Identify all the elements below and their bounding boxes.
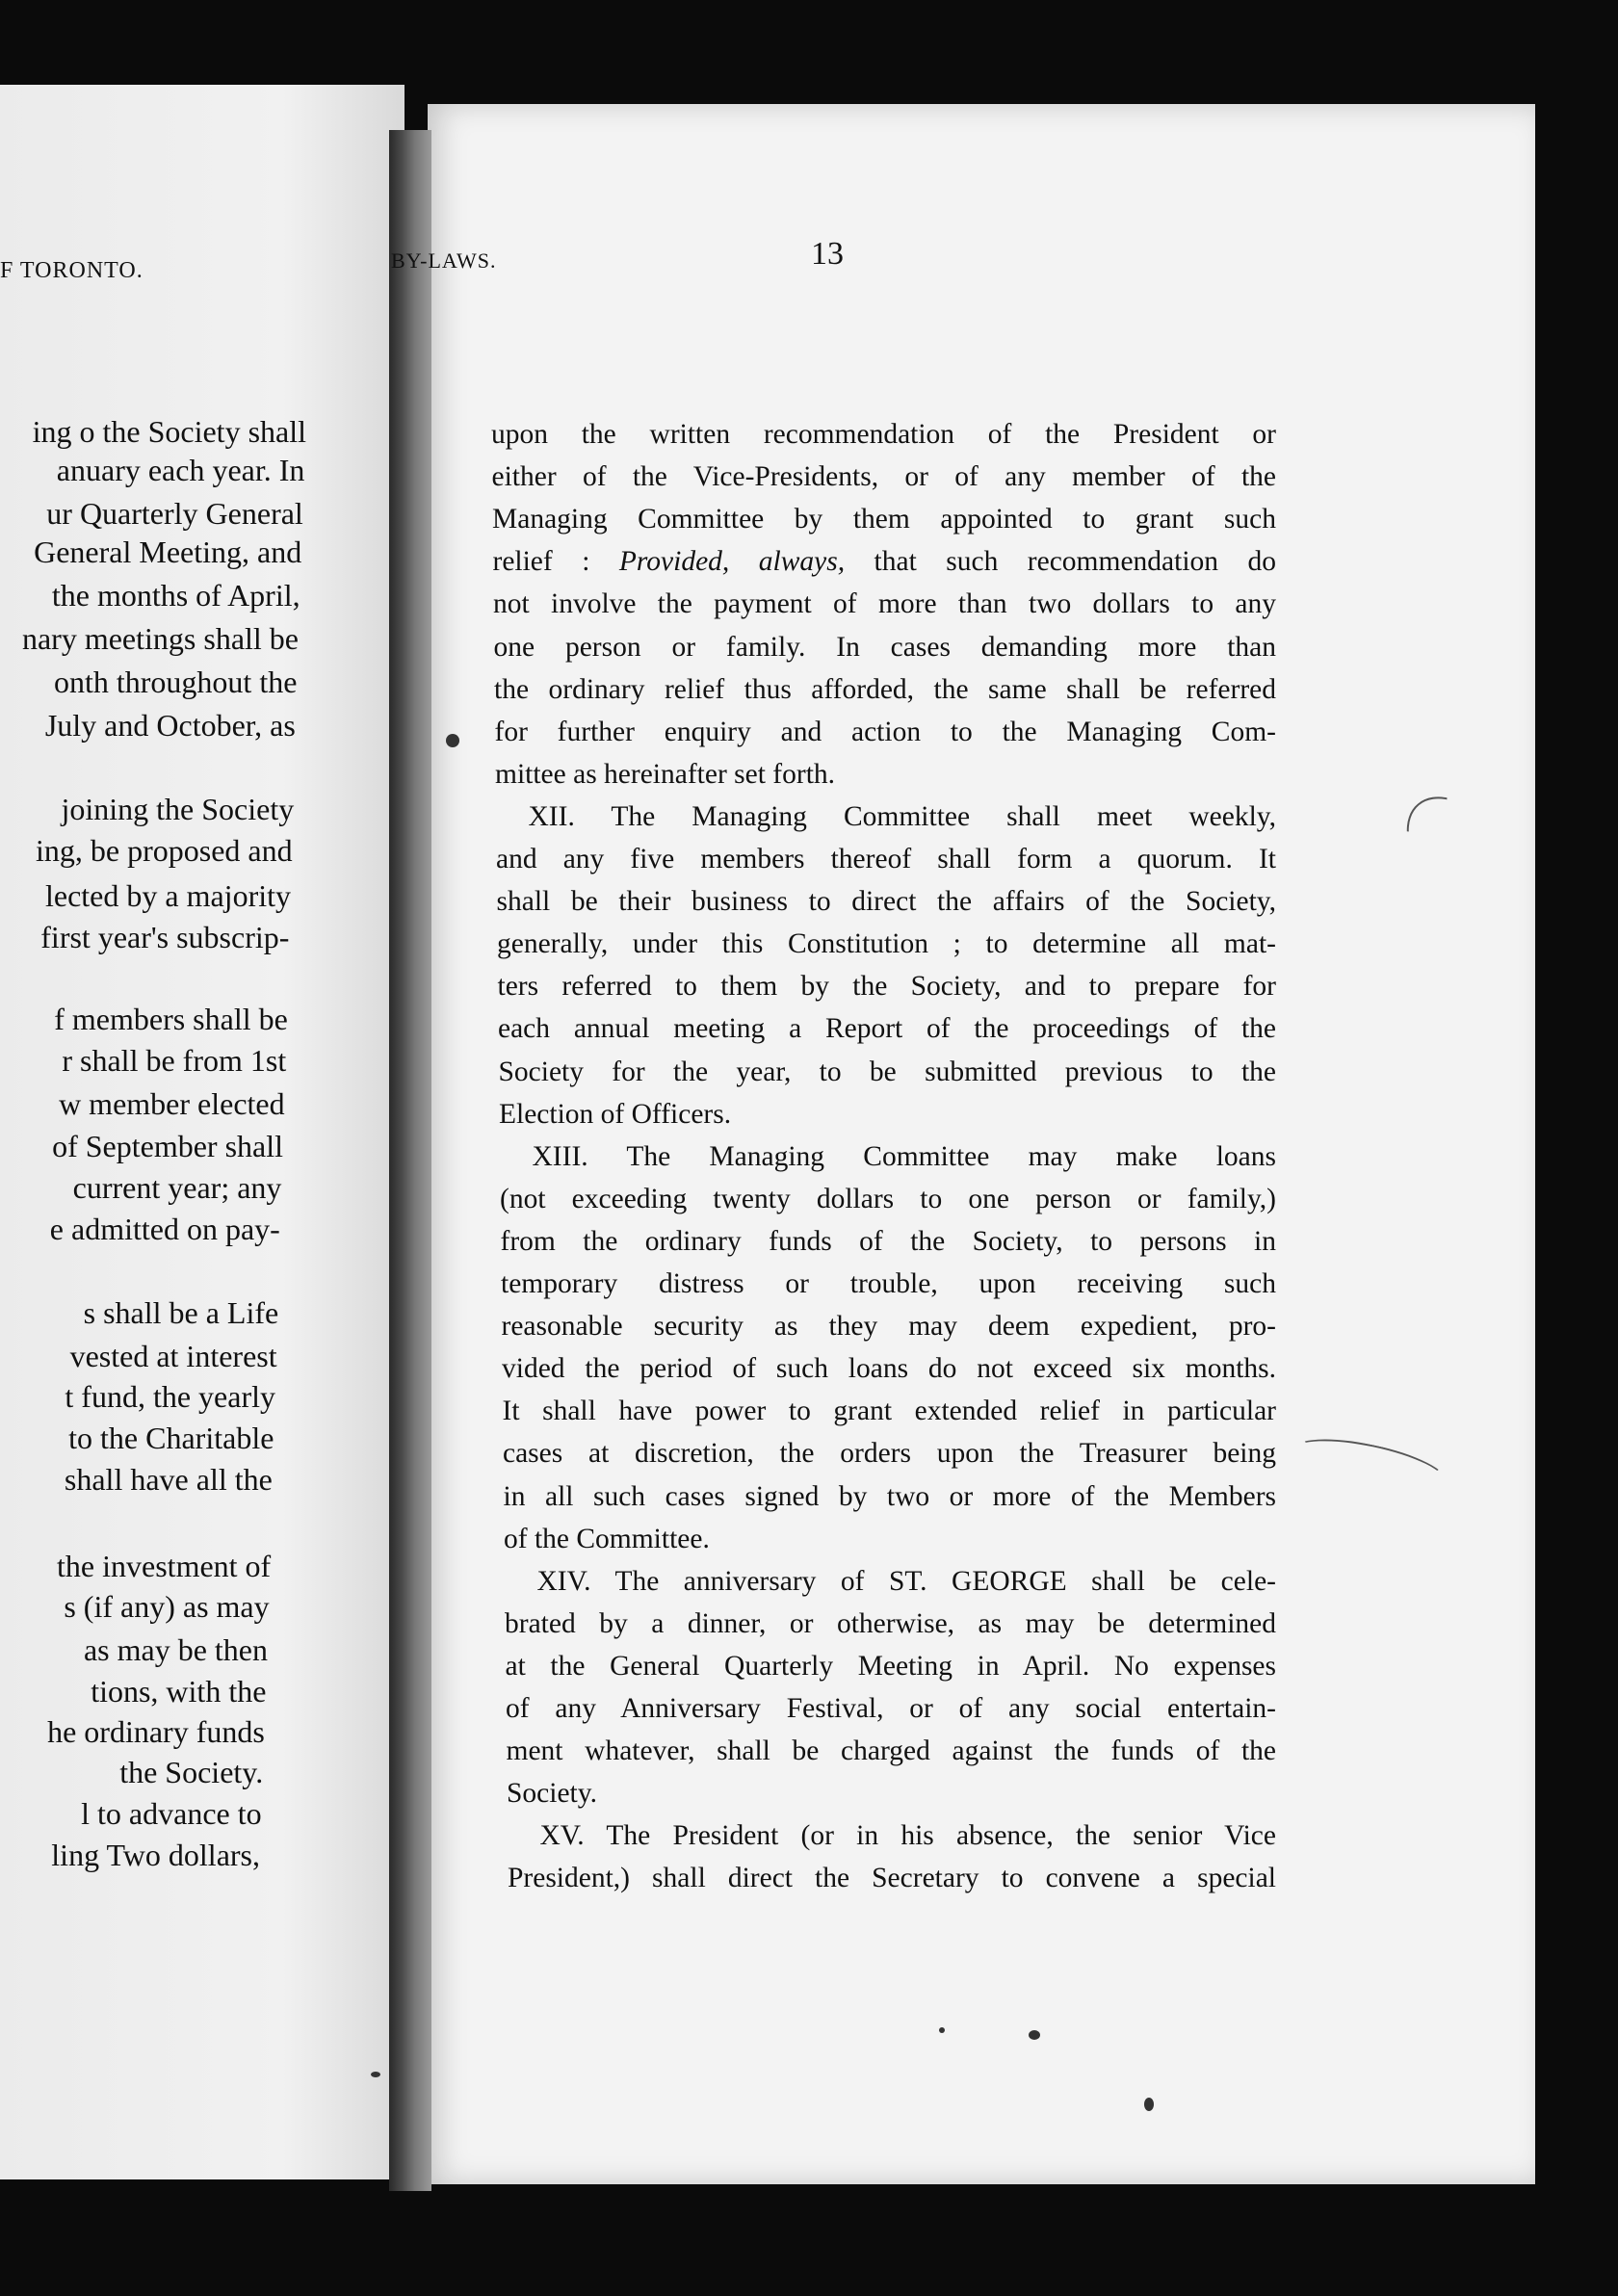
left-text-line: to the Charitable xyxy=(68,1421,274,1455)
body-text-line: in all such cases signed by two or more of the Members xyxy=(503,1480,1276,1512)
body-text-line: Society for the year, to be submitted previous to the xyxy=(498,1056,1276,1087)
left-text-line: of September shall xyxy=(52,1129,283,1163)
body-text-line: generally, under this Constitution ; to determine all mat- xyxy=(497,928,1276,960)
left-text-line: ing o the Society shall xyxy=(32,414,306,449)
left-text-line: s (if any) as may xyxy=(64,1589,270,1624)
dust-speck xyxy=(371,2072,380,2077)
body-text-line: cases at discretion, the orders upon the Treasurer being xyxy=(503,1438,1276,1470)
running-header-title: BY-LAWS. xyxy=(391,248,497,273)
body-text-line: reasonable security as they may deem expedient, pro- xyxy=(501,1311,1276,1343)
body-text-line: from the ordinary funds of the Society, to persons in xyxy=(500,1225,1276,1257)
body-text-line: Election of Officers. xyxy=(499,1098,732,1130)
left-text-line: onth throughout the xyxy=(53,665,298,699)
left-text-line: f members shall be xyxy=(54,1002,288,1036)
left-text-line: first year's subscrip- xyxy=(40,920,290,954)
left-text-line: e admitted on pay- xyxy=(49,1212,280,1246)
body-text-line: at the General Quarterly Meeting in April. No expenses xyxy=(505,1650,1276,1682)
body-text-line: shall be their business to direct the affairs of the Society, xyxy=(496,886,1276,918)
body-text-line: the ordinary relief thus afforded, the same shall be referred xyxy=(494,673,1276,705)
left-text-line: r shall be from 1st xyxy=(62,1043,287,1078)
body-text-line: mittee as hereinafter set forth. xyxy=(495,758,836,790)
body-text-line: upon the written recommendation of the President or xyxy=(491,419,1276,450)
left-running-header: F TORONTO. xyxy=(0,258,144,283)
body-text-line: It shall have power to grant extended relief in particular xyxy=(502,1396,1276,1427)
body-text-line: ters referred to them by the Society, and to prepare for xyxy=(497,971,1276,1003)
body-text-line: XIV. The anniversary of ST. GEORGE shall be cele- xyxy=(536,1565,1276,1597)
left-text-line: shall have all the xyxy=(64,1462,273,1497)
dust-speck xyxy=(1029,2030,1040,2040)
body-text-line: of the Committee. xyxy=(504,1523,710,1554)
dust-speck xyxy=(1144,2098,1154,2111)
left-text-line: joining the Society xyxy=(61,792,295,826)
left-text-line: July and October, as xyxy=(44,708,296,743)
body-text-line: not involve the payment of more than two dollars to any xyxy=(493,588,1276,620)
left-text-line: w member elected xyxy=(59,1086,285,1121)
left-text-line: current year; any xyxy=(72,1170,282,1205)
left-text-line: as may be then xyxy=(83,1632,268,1667)
left-text-line: ling Two dollars, xyxy=(51,1838,260,1872)
left-text-line: ur Quarterly General xyxy=(46,496,303,531)
body-text-line: each annual meeting a Report of the proceedings of the xyxy=(498,1013,1276,1045)
left-text-line: s shall be a Life xyxy=(83,1295,279,1330)
body-text-line: ment whatever, shall be charged against the funds of the xyxy=(506,1735,1276,1767)
body-text-line: brated by a dinner, or otherwise, as may be determined xyxy=(505,1607,1276,1639)
page-gutter xyxy=(389,130,431,2191)
body-text-line: and any five members thereof shall form a quorum. It xyxy=(496,844,1276,874)
body-text-line: either of the Vice-Presidents, or of any member of the xyxy=(491,461,1276,493)
body-text-line: XIII. The Managing Committee may make loans xyxy=(532,1140,1276,1172)
body-text-line: one person or family. In cases demanding more than xyxy=(493,631,1276,663)
body-text-line: Managing Committee by them appointed to grant such xyxy=(492,504,1276,535)
body-text-line: (not exceeding twenty dollars to one person or family,) xyxy=(500,1183,1276,1214)
left-text-line: he ordinary funds xyxy=(47,1714,265,1749)
body-text-line: of any Anniversary Festival, or of any social entertain- xyxy=(506,1693,1276,1724)
body-text-line: temporary distress or trouble, upon receiving such xyxy=(501,1268,1276,1299)
body-text-line: XV. The President (or in his absence, the senior Vice xyxy=(539,1820,1276,1852)
left-text-line: nary meetings shall be xyxy=(21,621,299,656)
dust-speck xyxy=(446,734,459,747)
left-text-line: l to advance to xyxy=(81,1796,262,1831)
left-text-line: t fund, the yearly xyxy=(65,1379,275,1414)
body-text-line: XII. The Managing Committee shall meet weekly, xyxy=(528,800,1276,832)
body-text-line: for further enquiry and action to the Managing Com- xyxy=(494,716,1276,747)
left-text-line: anuary each year. In xyxy=(56,453,305,487)
left-text-line: lected by a majority xyxy=(44,878,291,913)
left-text-line: ing, be proposed and xyxy=(36,833,293,868)
left-text-line: vested at interest xyxy=(69,1339,277,1373)
body-text-line: President,) shall direct the Secretary to convene a special xyxy=(508,1863,1276,1894)
left-text-line: the months of April, xyxy=(51,578,300,613)
italic-phrase: Provided, always, xyxy=(618,546,846,578)
body-text-line: relief : Provided, always, that such recommendation do xyxy=(492,546,1276,578)
page-number: 13 xyxy=(811,236,844,272)
left-text-line: General Meeting, and xyxy=(34,535,302,569)
body-text-line: vided the period of such loans do not exceed six months. xyxy=(502,1353,1276,1385)
left-text-line: the Society. xyxy=(119,1755,264,1789)
left-text-line: the investment of xyxy=(57,1549,272,1583)
dust-speck xyxy=(939,2027,945,2033)
left-text-line: tions, with the xyxy=(91,1674,267,1709)
body-text-line: Society. xyxy=(507,1778,597,1810)
